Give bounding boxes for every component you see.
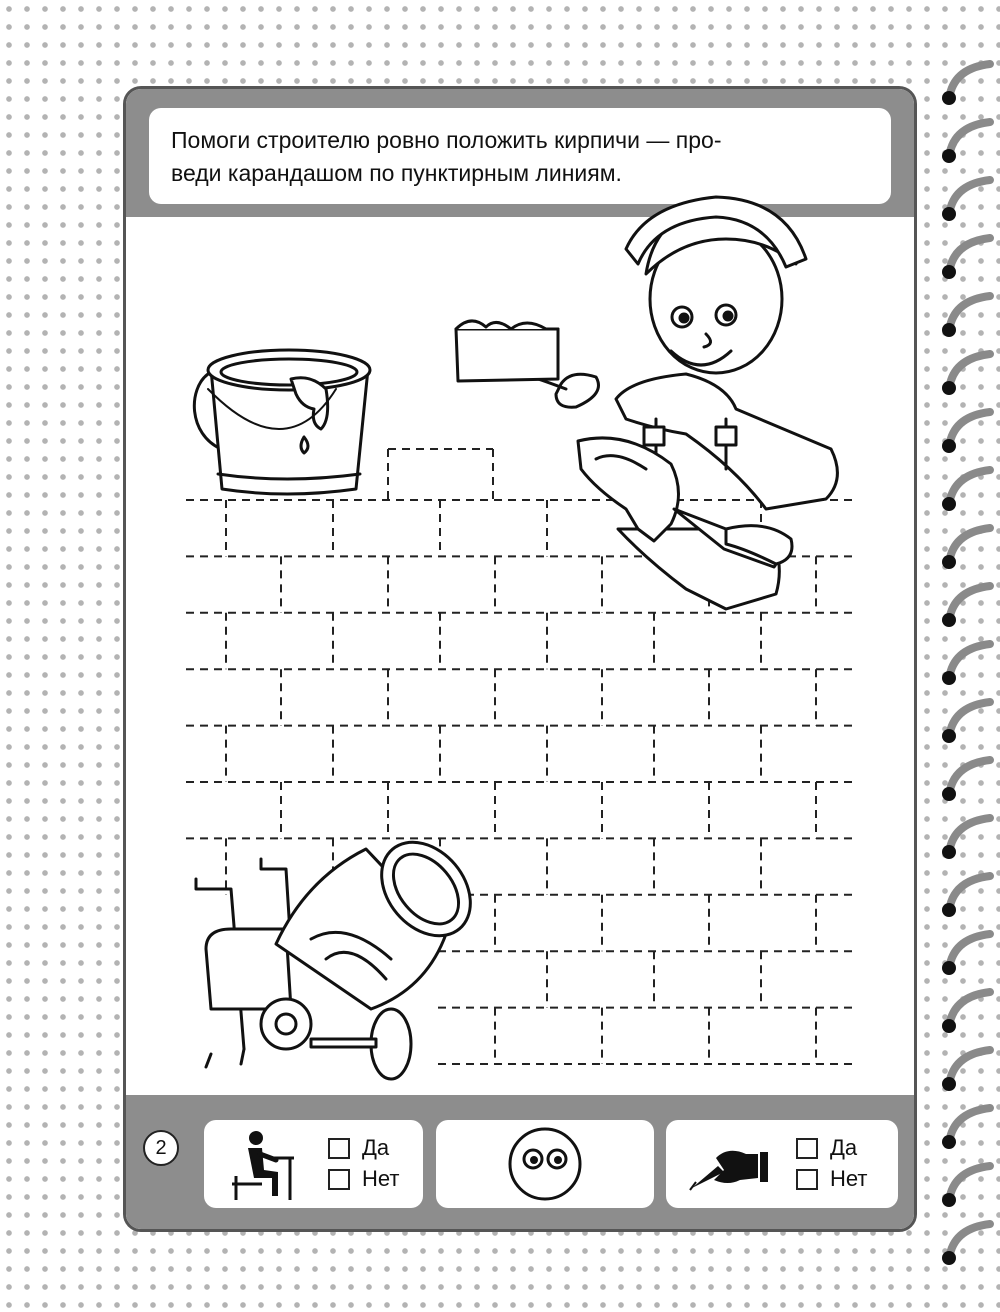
hand-writing-icon: [688, 1136, 772, 1192]
instruction-line-1: Помоги строителю ровно положить кирпичи — про-: [171, 127, 722, 153]
smiley-face-icon: [506, 1125, 584, 1203]
spiral-hole: [942, 439, 956, 453]
spiral-hole: [942, 1019, 956, 1033]
spiral-ring: [950, 818, 990, 848]
self-check-panel-posture: [204, 1120, 423, 1208]
checkbox-no[interactable]: [328, 1169, 350, 1190]
spiral-ring: [950, 1108, 990, 1138]
spiral-hole: [942, 613, 956, 627]
spiral-hole: [942, 91, 956, 105]
spiral-ring: [950, 296, 990, 326]
checkbox-no-writing[interactable]: [796, 1169, 818, 1190]
self-check-panel-mood: [436, 1120, 654, 1208]
worksheet-card: [123, 86, 917, 1232]
spiral-ring: [950, 470, 990, 500]
spiral-hole: [942, 729, 956, 743]
option-yes-writing-label: Да: [830, 1135, 858, 1160]
spiral-hole: [942, 497, 956, 511]
spiral-ring: [950, 760, 990, 790]
spiral-ring: [950, 1166, 990, 1196]
spiral-hole: [942, 555, 956, 569]
option-no-writing: [796, 1166, 867, 1192]
checkbox-yes-writing[interactable]: [796, 1138, 818, 1159]
spiral-hole: [942, 1193, 956, 1207]
spiral-hole: [942, 1251, 956, 1265]
spiral-hole: [942, 787, 956, 801]
spiral-hole: [942, 323, 956, 337]
spiral-ring: [950, 180, 990, 210]
spiral-ring: [950, 992, 990, 1022]
spiral-hole: [942, 961, 956, 975]
activity-area: [126, 89, 917, 1099]
spiral-hole: [942, 671, 956, 685]
spiral-hole: [942, 1077, 956, 1091]
spiral-ring: [950, 876, 990, 906]
checkbox-yes[interactable]: [328, 1138, 350, 1159]
sitting-at-desk-icon: [230, 1130, 298, 1202]
paint-bucket-illustration: [194, 350, 370, 494]
spiral-ring: [950, 238, 990, 268]
builder-boy-illustration: [456, 197, 837, 609]
spiral-ring: [950, 412, 990, 442]
spiral-hole: [942, 903, 956, 917]
option-no-label: Нет: [362, 1166, 400, 1191]
spiral-ring: [950, 586, 990, 616]
spiral-hole: [942, 207, 956, 221]
page-number: 2: [143, 1130, 179, 1166]
spiral-ring: [950, 528, 990, 558]
option-yes-writing: [796, 1135, 857, 1161]
spiral-hole: [942, 381, 956, 395]
option-no: [328, 1166, 399, 1192]
spiral-hole: [942, 265, 956, 279]
spiral-ring: [950, 1224, 990, 1254]
spiral-ring: [950, 644, 990, 674]
self-check-panel-writing: [666, 1120, 898, 1208]
instruction-line-2: веди карандашом по пунктирным линиям.: [171, 160, 622, 186]
spiral-hole: [942, 149, 956, 163]
option-yes-label: Да: [362, 1135, 390, 1160]
spiral-ring: [950, 122, 990, 152]
option-no-writing-label: Нет: [830, 1166, 868, 1191]
spiral-ring: [950, 702, 990, 732]
spiral-binding: [930, 0, 1000, 1312]
spiral-ring: [950, 934, 990, 964]
spiral-hole: [942, 845, 956, 859]
spiral-ring: [950, 1050, 990, 1080]
spiral-ring: [950, 64, 990, 94]
spiral-hole: [942, 1135, 956, 1149]
option-yes: [328, 1135, 389, 1161]
spiral-ring: [950, 354, 990, 384]
